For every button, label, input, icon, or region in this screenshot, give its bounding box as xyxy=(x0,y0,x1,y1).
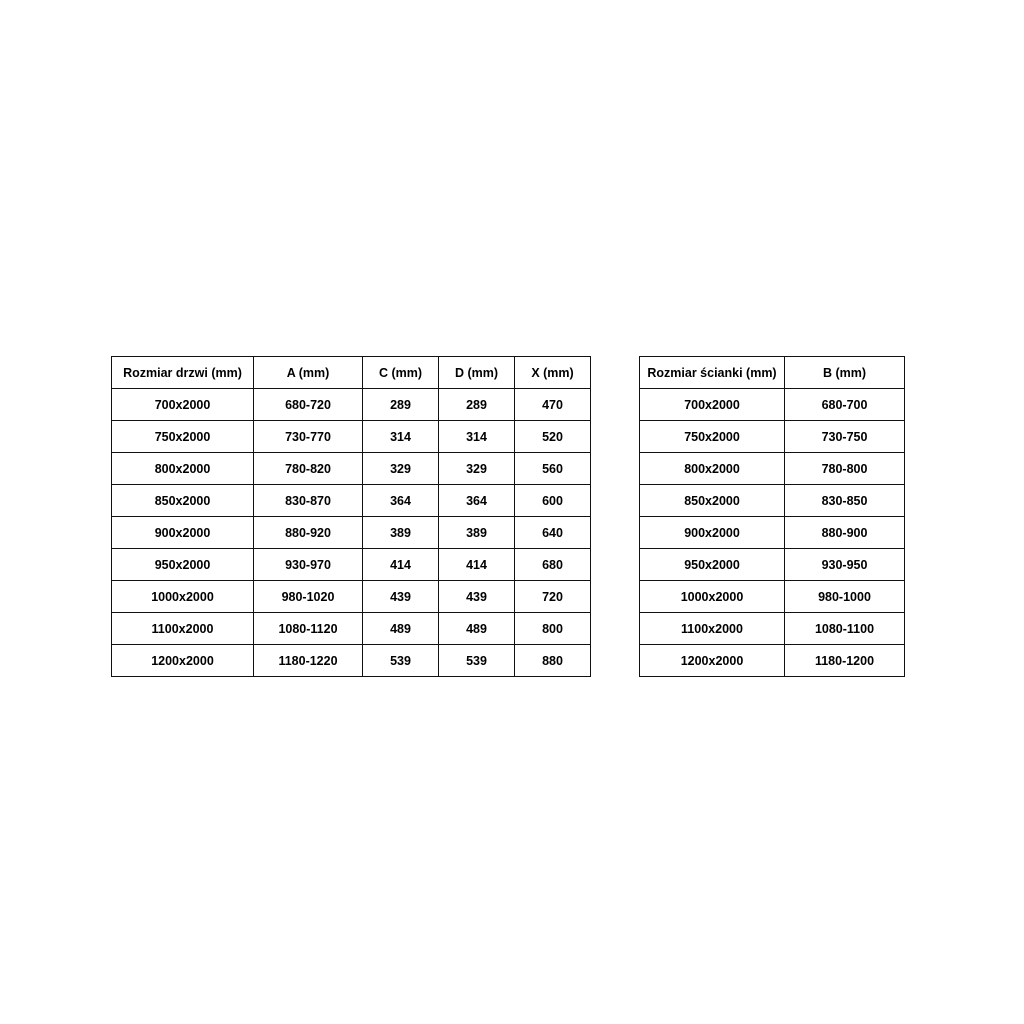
cell-x: 560 xyxy=(515,453,591,485)
cell-b: 930-950 xyxy=(785,549,905,581)
table-row xyxy=(640,485,905,517)
table-row xyxy=(640,613,905,645)
table-row xyxy=(640,517,905,549)
cell-b: 980-1000 xyxy=(785,581,905,613)
cell-b: 880-900 xyxy=(785,517,905,549)
cell-x: 680 xyxy=(515,549,591,581)
table-row xyxy=(112,453,591,485)
table-row xyxy=(112,421,591,453)
cell-size: 1000x2000 xyxy=(640,581,785,613)
column-header: B (mm) xyxy=(785,357,905,389)
cell-a: 930-970 xyxy=(254,549,363,581)
cell-a: 780-820 xyxy=(254,453,363,485)
cell-c: 489 xyxy=(363,613,439,645)
table-row xyxy=(640,549,905,581)
cell-size: 900x2000 xyxy=(112,517,254,549)
column-header: D (mm) xyxy=(439,357,515,389)
cell-d: 314 xyxy=(439,421,515,453)
wall-size-table xyxy=(639,356,905,677)
table-row xyxy=(640,453,905,485)
specification-tables-container xyxy=(0,356,1024,677)
column-header: X (mm) xyxy=(515,357,591,389)
cell-d: 364 xyxy=(439,485,515,517)
table-row xyxy=(112,517,591,549)
cell-d: 414 xyxy=(439,549,515,581)
cell-c: 414 xyxy=(363,549,439,581)
table-row xyxy=(112,485,591,517)
cell-c: 289 xyxy=(363,389,439,421)
cell-d: 439 xyxy=(439,581,515,613)
cell-x: 520 xyxy=(515,421,591,453)
column-header: Rozmiar drzwi (mm) xyxy=(112,357,254,389)
cell-c: 539 xyxy=(363,645,439,677)
cell-a: 680-720 xyxy=(254,389,363,421)
table-row xyxy=(112,549,591,581)
cell-b: 1080-1100 xyxy=(785,613,905,645)
cell-size: 850x2000 xyxy=(112,485,254,517)
cell-d: 389 xyxy=(439,517,515,549)
table-row xyxy=(640,421,905,453)
cell-size: 900x2000 xyxy=(640,517,785,549)
cell-size: 1200x2000 xyxy=(640,645,785,677)
cell-a: 1080-1120 xyxy=(254,613,363,645)
cell-size: 950x2000 xyxy=(640,549,785,581)
cell-a: 730-770 xyxy=(254,421,363,453)
cell-b: 830-850 xyxy=(785,485,905,517)
table-row xyxy=(640,389,905,421)
table-row xyxy=(640,581,905,613)
cell-d: 489 xyxy=(439,613,515,645)
table-header-row xyxy=(640,357,905,389)
cell-c: 389 xyxy=(363,517,439,549)
cell-size: 1000x2000 xyxy=(112,581,254,613)
cell-size: 1100x2000 xyxy=(640,613,785,645)
cell-size: 950x2000 xyxy=(112,549,254,581)
cell-size: 850x2000 xyxy=(640,485,785,517)
cell-size: 750x2000 xyxy=(112,421,254,453)
table-row xyxy=(112,645,591,677)
cell-c: 329 xyxy=(363,453,439,485)
table-header-row xyxy=(112,357,591,389)
cell-d: 539 xyxy=(439,645,515,677)
table-row xyxy=(640,645,905,677)
cell-size: 1200x2000 xyxy=(112,645,254,677)
cell-x: 640 xyxy=(515,517,591,549)
cell-a: 1180-1220 xyxy=(254,645,363,677)
cell-b: 680-700 xyxy=(785,389,905,421)
cell-size: 1100x2000 xyxy=(112,613,254,645)
cell-b: 730-750 xyxy=(785,421,905,453)
cell-x: 720 xyxy=(515,581,591,613)
cell-size: 700x2000 xyxy=(112,389,254,421)
cell-x: 600 xyxy=(515,485,591,517)
column-header: C (mm) xyxy=(363,357,439,389)
cell-b: 780-800 xyxy=(785,453,905,485)
cell-c: 364 xyxy=(363,485,439,517)
table-row xyxy=(112,389,591,421)
door-size-table xyxy=(111,356,591,677)
cell-d: 329 xyxy=(439,453,515,485)
cell-x: 880 xyxy=(515,645,591,677)
cell-size: 800x2000 xyxy=(112,453,254,485)
cell-size: 800x2000 xyxy=(640,453,785,485)
cell-a: 880-920 xyxy=(254,517,363,549)
cell-b: 1180-1200 xyxy=(785,645,905,677)
cell-x: 800 xyxy=(515,613,591,645)
column-header: Rozmiar ścianki (mm) xyxy=(640,357,785,389)
cell-c: 314 xyxy=(363,421,439,453)
cell-size: 700x2000 xyxy=(640,389,785,421)
cell-x: 470 xyxy=(515,389,591,421)
cell-d: 289 xyxy=(439,389,515,421)
cell-c: 439 xyxy=(363,581,439,613)
table-row xyxy=(112,581,591,613)
column-header: A (mm) xyxy=(254,357,363,389)
cell-size: 750x2000 xyxy=(640,421,785,453)
cell-a: 980-1020 xyxy=(254,581,363,613)
table-row xyxy=(112,613,591,645)
cell-a: 830-870 xyxy=(254,485,363,517)
